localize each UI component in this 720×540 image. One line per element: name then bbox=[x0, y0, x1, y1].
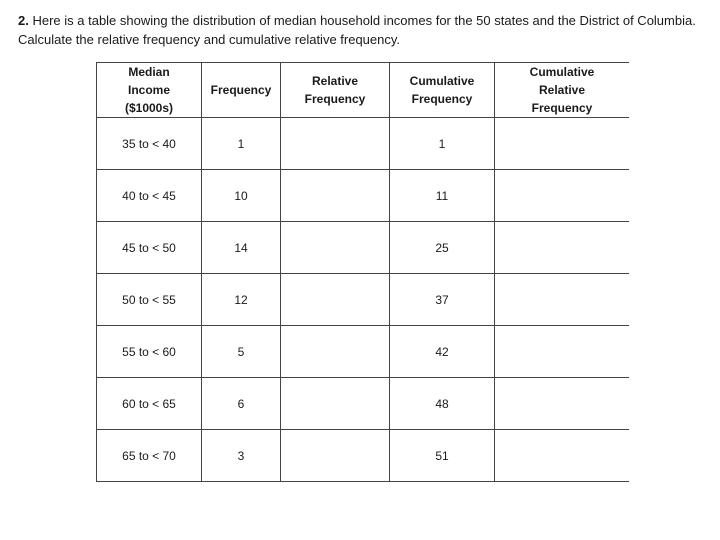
cumulative-relative-frequency-cell[interactable] bbox=[495, 274, 630, 326]
cumulative-relative-frequency-cell[interactable] bbox=[495, 170, 630, 222]
cumulative-frequency-cell: 51 bbox=[390, 430, 495, 482]
cumulative-frequency-cell: 42 bbox=[390, 326, 495, 378]
relative-frequency-cell[interactable] bbox=[281, 274, 390, 326]
frequency-cell: 14 bbox=[202, 222, 281, 274]
relative-frequency-cell[interactable] bbox=[281, 430, 390, 482]
relative-frequency-cell[interactable] bbox=[281, 118, 390, 170]
frequency-cell: 3 bbox=[202, 430, 281, 482]
question-line-1 bbox=[18, 11, 708, 30]
cumulative-frequency-cell: 48 bbox=[390, 378, 495, 430]
relative-frequency-cell[interactable] bbox=[281, 222, 390, 274]
cumulative-relative-frequency-cell[interactable] bbox=[495, 118, 630, 170]
table-row bbox=[97, 430, 630, 482]
income-cell: 45 to < 50 bbox=[97, 222, 202, 274]
header-cumulative-frequency: Cumulative Frequency bbox=[390, 63, 495, 118]
cumulative-relative-frequency-cell[interactable] bbox=[495, 222, 630, 274]
header-frequency: Frequency bbox=[202, 63, 281, 118]
frequency-table bbox=[96, 62, 629, 482]
cumulative-frequency-cell: 25 bbox=[390, 222, 495, 274]
income-cell: 40 to < 45 bbox=[97, 170, 202, 222]
relative-frequency-cell[interactable] bbox=[281, 378, 390, 430]
header-relative-frequency: Relative Frequency bbox=[281, 63, 390, 118]
frequency-cell: 6 bbox=[202, 378, 281, 430]
cumulative-relative-frequency-cell[interactable] bbox=[495, 378, 630, 430]
cumulative-frequency-cell: 37 bbox=[390, 274, 495, 326]
frequency-cell: 5 bbox=[202, 326, 281, 378]
question-text bbox=[18, 11, 708, 49]
table-row bbox=[97, 378, 630, 430]
table-row bbox=[97, 274, 630, 326]
relative-frequency-cell[interactable] bbox=[281, 170, 390, 222]
question-line-2: Calculate the relative frequency and cumulative relative frequency. bbox=[18, 32, 401, 47]
relative-frequency-cell[interactable] bbox=[281, 326, 390, 378]
frequency-cell: 10 bbox=[202, 170, 281, 222]
question-number: 2. bbox=[18, 13, 29, 28]
table-row bbox=[97, 326, 630, 378]
cumulative-frequency-cell: 11 bbox=[390, 170, 495, 222]
cumulative-relative-frequency-cell[interactable] bbox=[495, 430, 630, 482]
income-cell: 50 to < 55 bbox=[97, 274, 202, 326]
question-prompt: Here is a table showing the distribution of median household incomes for the 50 states and the District of Columbia. bbox=[32, 13, 696, 28]
table-row bbox=[97, 118, 630, 170]
cumulative-relative-frequency-cell[interactable] bbox=[495, 326, 630, 378]
frequency-cell: 1 bbox=[202, 118, 281, 170]
cumulative-frequency-cell: 1 bbox=[390, 118, 495, 170]
income-cell: 60 to < 65 bbox=[97, 378, 202, 430]
header-median-income: Median Income ($1000s) bbox=[97, 63, 202, 118]
income-cell: 55 to < 60 bbox=[97, 326, 202, 378]
table-row bbox=[97, 222, 630, 274]
income-cell: 35 to < 40 bbox=[97, 118, 202, 170]
header-cumulative-relative-frequency: Cumulative Relative Frequency bbox=[495, 63, 630, 118]
table-row bbox=[97, 170, 630, 222]
frequency-cell: 12 bbox=[202, 274, 281, 326]
table-header-row bbox=[97, 63, 630, 118]
income-cell: 65 to < 70 bbox=[97, 430, 202, 482]
